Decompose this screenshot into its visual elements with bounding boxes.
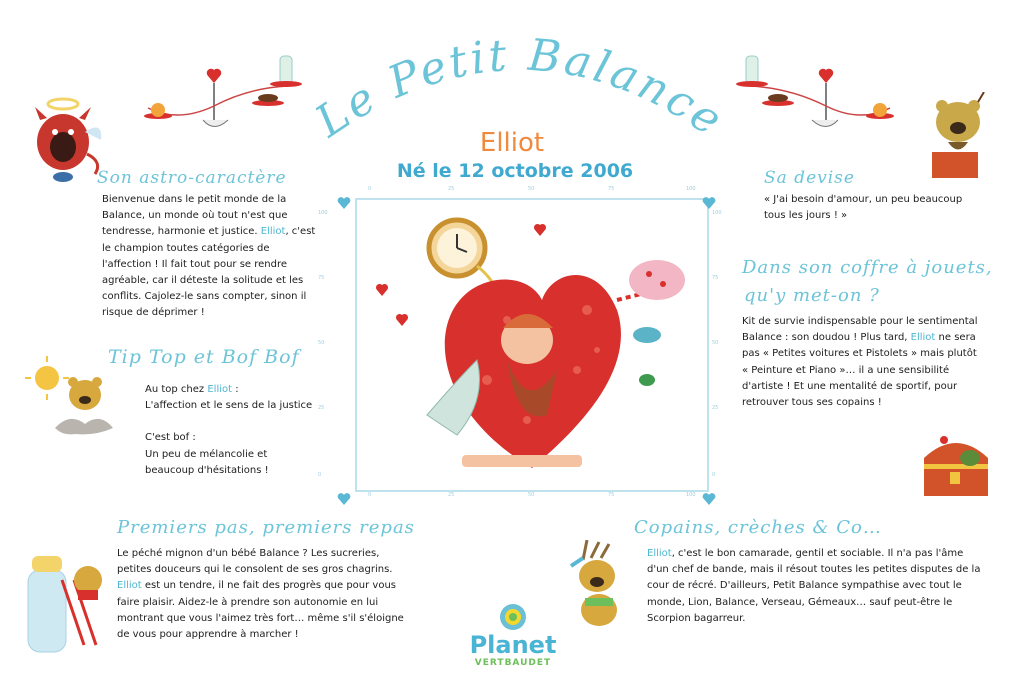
name-highlight: Elliot bbox=[910, 332, 936, 344]
scale-left-icon bbox=[138, 48, 308, 138]
name-highlight: Elliot bbox=[207, 384, 233, 395]
section-heading-devise: Sa devise bbox=[764, 168, 855, 188]
section-heading-copains: Copains, crèches & Co… bbox=[634, 517, 882, 538]
baby-heart-illustration bbox=[357, 200, 707, 490]
corner-heart-icon bbox=[702, 196, 716, 210]
bear-on-box-icon bbox=[918, 92, 998, 187]
ruler-bottom: 0 25 50 75 100 bbox=[368, 492, 696, 498]
child-name: Elliot bbox=[479, 128, 545, 158]
tiptop-text: Au top chez Elliot : L'affection et le sens de la justice C'est bof : Un peu de mélancolie et beaucoup d'hésitations ! bbox=[145, 384, 313, 476]
indian-bear-icon bbox=[565, 540, 645, 635]
premiers-text: Le péché mignon d'un bébé Balance ? Les sucreries, petites douceurs qui le consolent de ses gros chagrins. Elliot est un tendre, il ne fait des progrès que pour vous faire plaisir. Aidez-le à prendre son autonomie en lui montrant que vous l'aimez très fort… même s'il s'éloigne de vous pour apprendre à marcher ! bbox=[117, 548, 404, 641]
name-highlight: Elliot bbox=[117, 580, 142, 592]
ruler-left: 100 75 50 25 0 bbox=[318, 210, 328, 478]
section-heading-tiptop: Tip Top et Bof Bof bbox=[108, 346, 300, 368]
devil-mascot-icon bbox=[25, 92, 105, 187]
birth-date: Né le 12 octobre 2006 bbox=[396, 160, 634, 182]
title-text: Le Petit Balance bbox=[306, 29, 734, 148]
scale-right-icon bbox=[730, 48, 900, 138]
section-heading-premiers: Premiers pas, premiers repas bbox=[117, 517, 415, 538]
ruler-top: 0 25 50 75 100 bbox=[368, 186, 696, 192]
sun-bear-icon bbox=[25, 350, 115, 445]
globe-icon bbox=[498, 602, 528, 632]
section-heading-astro: Son astro-caractère bbox=[97, 168, 287, 188]
devise-text: « J'ai besoin d'amour, un peu beaucoup tous les jours ! » bbox=[764, 194, 963, 222]
corner-heart-icon bbox=[337, 196, 351, 210]
illustration-frame bbox=[355, 198, 709, 492]
corner-heart-icon bbox=[702, 492, 716, 506]
copains-text: Elliot, c'est le bon camarade, gentil et sociable. Il n'a pas l'âme d'un chef de bande, mais il résout toutes les petites disputes de la cour de récré. D'ailleurs, Petit Balance sympathise avec tout le monde, Lion, Balance, Verseau, Gémeaux… sauf peut-être le Scorpion bagarreur. bbox=[647, 548, 981, 624]
astro-text: Bienvenue dans le petit monde de la Balance, un monde où tout n'est que tendresse, harmonie et justice. Elliot, c'est le champion toutes catégories de l'affection ! Il fait tout pour se rendre agréable, car il déteste la solitude et les conflits. Cajolez-le sans compter, sinon il risque de déprimer ! bbox=[102, 194, 316, 319]
name-highlight: Elliot bbox=[260, 226, 286, 238]
coffre-text: Kit de survie indispensable pour le sentimental Balance : son doudou ! Plus tard, Elliot ne sera pas « Petites voitures et Pistolets » mais plutôt « Peinture et Piano »… il a une sensibilité d'artiste ! Et une mentalité de sportif, pour retrouver tous ses copains ! bbox=[742, 316, 978, 409]
planet-vertbaudet-logo: Planet VERTBAUDET bbox=[458, 602, 568, 682]
name-highlight: Elliot bbox=[647, 548, 672, 559]
baby-bottle-bear-icon bbox=[22, 550, 112, 660]
ruler-right: 100 75 50 25 0 bbox=[712, 210, 722, 478]
treasure-chest-icon bbox=[918, 428, 993, 503]
section-heading-coffre: Dans son coffre à jouets, qu'y met-on ? bbox=[742, 257, 993, 306]
corner-heart-icon bbox=[337, 492, 351, 506]
